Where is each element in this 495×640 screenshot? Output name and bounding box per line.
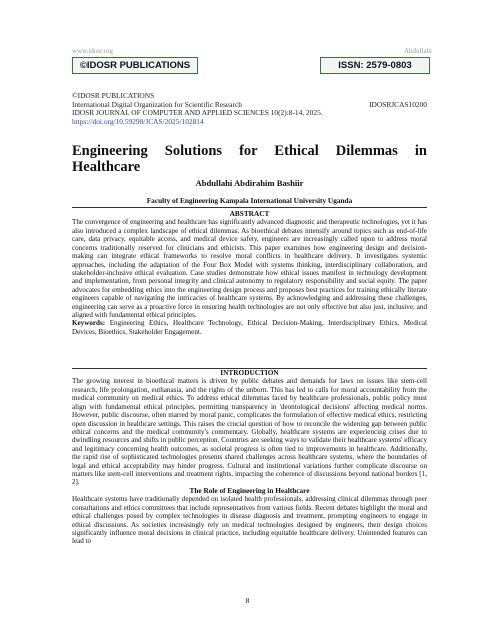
doi-link[interactable]: https://doi.org/10.59298/JCAS/2025/102814 [72,116,204,126]
introduction-section [72,369,427,546]
subsection-text: Healthcare systems have traditionally depended on isolated health professionals, addressing clinical dilemmas through peer consultations and ethics committees that include representatives from various fields. Recent debates highlight the moral and ethical challenges posed by complex technologies in disease diagnosis and treatment, prompting engineers to engage in ethical discussions. As societies increasingly rely on medical technologies designed by engineers, their design choices significantly influence moral decisions in clinical practice, including equitable healthcare delivery. Unintended features can lead to [72,495,427,546]
abstract-heading: ABSTRACT [229,209,270,218]
abstract-text: The convergence of engineering and healthcare has significantly advanced diagnostic and therapeutic technologies, yet it has also introduced a complex landscape of ethical dilemmas. As bioethical debates intensify around topics such as end-of-life care, data privacy, equitable access, and medical device safety, engineers are increasingly called upon to address moral concerns traditionally reserved for clinicians and ethicists. This paper examines how engineering design and decision-making can integrate ethical frameworks to resolve moral conflicts in healthcare delivery. It investigates systemic approaches, including the adaptation of the Four Box Model with systems thinking, interdisciplinary collaboration, and stakeholder-inclusive ethical evaluation. Case studies demonstrate how ethical issues manifest in technology development and implementation, from personal integrity and clinical autonomy to regulatory responsibility and social equity. The paper advocates for embedding ethics into the engineering design process and proposes best practices for training ethically literate engineers capable of navigating the intricacies of healthcare systems. By acknowledging and addressing these challenges, engineering can serve as a proactive force in ensuring health technologies are not only effective but also just, inclusive, and aligned with fundamental ethical principles. [72,218,427,320]
meta-org-name: International Digital Organization for Scientific Research [72,99,242,109]
meta-journal-citation: IDOSR JOURNAL OF COMPUTER AND APPLIED SCIENCES 10(2):8-14, 2025. [72,108,323,118]
abstract-top-rule [72,207,427,208]
issn-banner: ISSN: 2579-0803 [320,57,430,74]
meta-publisher-line: ©IDOSR PUBLICATIONS [72,91,155,100]
paper-title: Engineering Solutions for Ethical Dilemmas in Healthcare [72,143,427,175]
journal-meta [72,92,427,126]
keywords-line [72,319,427,336]
publisher-banner: ©IDOSR PUBLICATIONS [72,57,198,74]
paper-affiliation: Faculty of Engineering Kampala International University Uganda [146,196,353,205]
journal-website-link[interactable]: www.idosr.org [72,47,114,55]
introduction-heading: INTRODUCTION [220,368,279,377]
paper-author: Abdullahi Abdirahim Bashiir [195,178,304,188]
keywords-label: Keywords: [72,319,106,328]
abstract-section [72,210,427,336]
keywords-text: Engineering Ethics, Healthcare Technology, Ethical Decision-Making, Interdisciplinary Ethics, Medical Devices, Bioethics, Stakeholder Engagement. [72,319,427,336]
introduction-text: The growing interest in bioethical matters is driven by public debates and demands for laws on issues like stem-cell research, life prolongation, euthanasia, and the rights of the unborn. This has led to calls for moral accountability from the medical community on medical ethics. To address ethical dilemmas faced by healthcare professionals, public policy must align with fundamental ethical principles, permitting transparency in 'deontological decisions' affecting medical norms. However, public discourse, often marred by moral panic, complicates the formulation of effective medical ethics, restricting open discussion in healthcare settings. This raises the crucial question of how to reconcile the widening gap between public ethical concerns and the medical community's commentary. Globally, healthcare systems are experiencing crises due to dwindling resources and shifts in public perception. Countries are seeking ways to validate their healthcare systems' efficacy and legitimacy concerning health outcomes, as societal progress is often tied to improvements in healthcare. Additionally, the rapid rise of sophisticated technologies presents shared challenges across healthcare systems, where the boundaries of legal and ethical acceptability may hinder progress. Cultural and institutional variations further complicate discourse on matters like stem-cell interventions and treatment rights, impacting the coherence of discussions beyond national borders [1, 2]. [72,377,427,487]
meta-article-code: IDOSRJCAS10200 [369,99,427,109]
subsection-heading: The Role of Engineering in Healthcare [189,485,310,495]
page-number: 8 [245,596,250,605]
running-author-name: Abdullahi [404,47,432,55]
